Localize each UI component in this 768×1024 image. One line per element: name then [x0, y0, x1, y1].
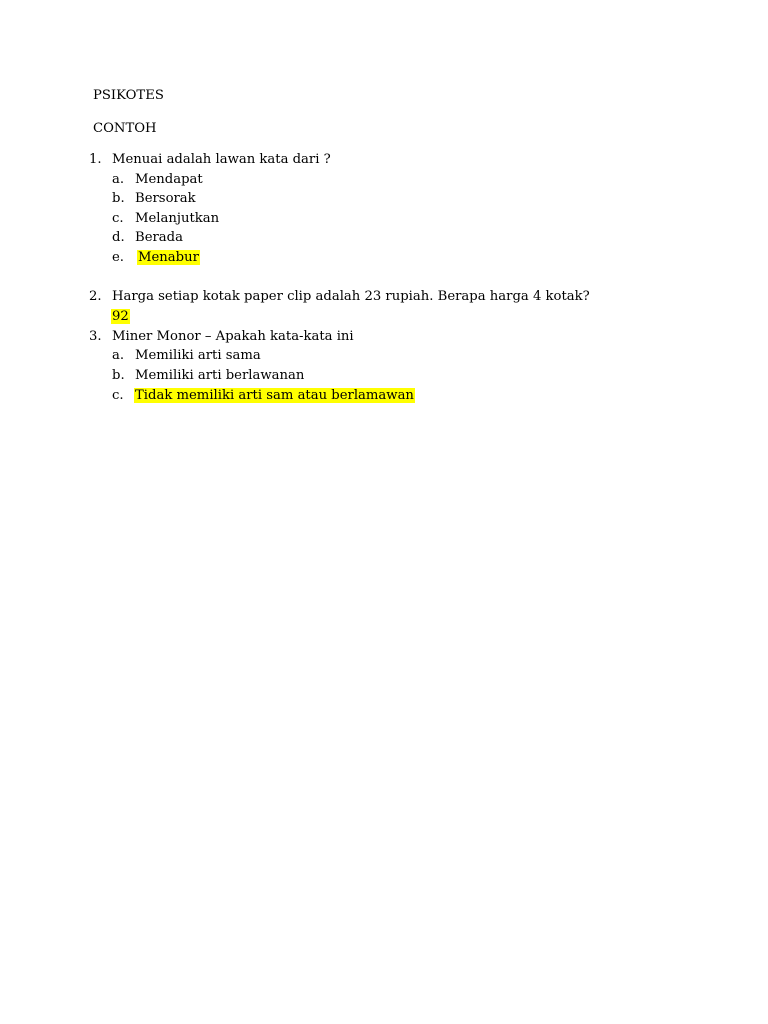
highlighted-answer [137, 249, 200, 267]
question-text: Harga setiap kotak paper clip adalah 23 rupiah. Berapa harga 4 kotak? [112, 289, 590, 304]
highlighted-answer [134, 387, 415, 405]
question-text: Menuai adalah lawan kata dari ? [112, 152, 331, 167]
question-number: 2. [89, 289, 102, 304]
option-text: Berada [135, 230, 183, 245]
document-subtitle: CONTOH [93, 121, 157, 136]
document-title: PSIKOTES [93, 88, 164, 103]
option-letter: a. [112, 172, 125, 187]
answer-text: 92 [112, 309, 129, 324]
option-letter: c. [112, 388, 124, 403]
option-text: Melanjutkan [135, 211, 220, 226]
option-text: Memiliki arti sama [135, 348, 261, 363]
question-number: 1. [89, 152, 102, 167]
question-text: Miner Monor – Apakah kata-kata ini [112, 329, 354, 344]
option-letter: c. [112, 211, 124, 226]
option-text: Mendapat [135, 172, 203, 187]
option-letter: b. [112, 368, 125, 383]
option-text: Tidak memiliki arti sam atau berlamawan [135, 388, 414, 403]
option-letter: e. [112, 250, 124, 265]
option-letter: b. [112, 191, 125, 206]
option-text: Menabur [138, 250, 199, 265]
option-text: Bersorak [135, 191, 196, 206]
question-number: 3. [89, 329, 102, 344]
option-letter: d. [112, 230, 125, 245]
option-text: Memiliki arti berlawanan [135, 368, 305, 383]
option-letter: a. [112, 348, 125, 363]
highlighted-answer [111, 308, 130, 326]
